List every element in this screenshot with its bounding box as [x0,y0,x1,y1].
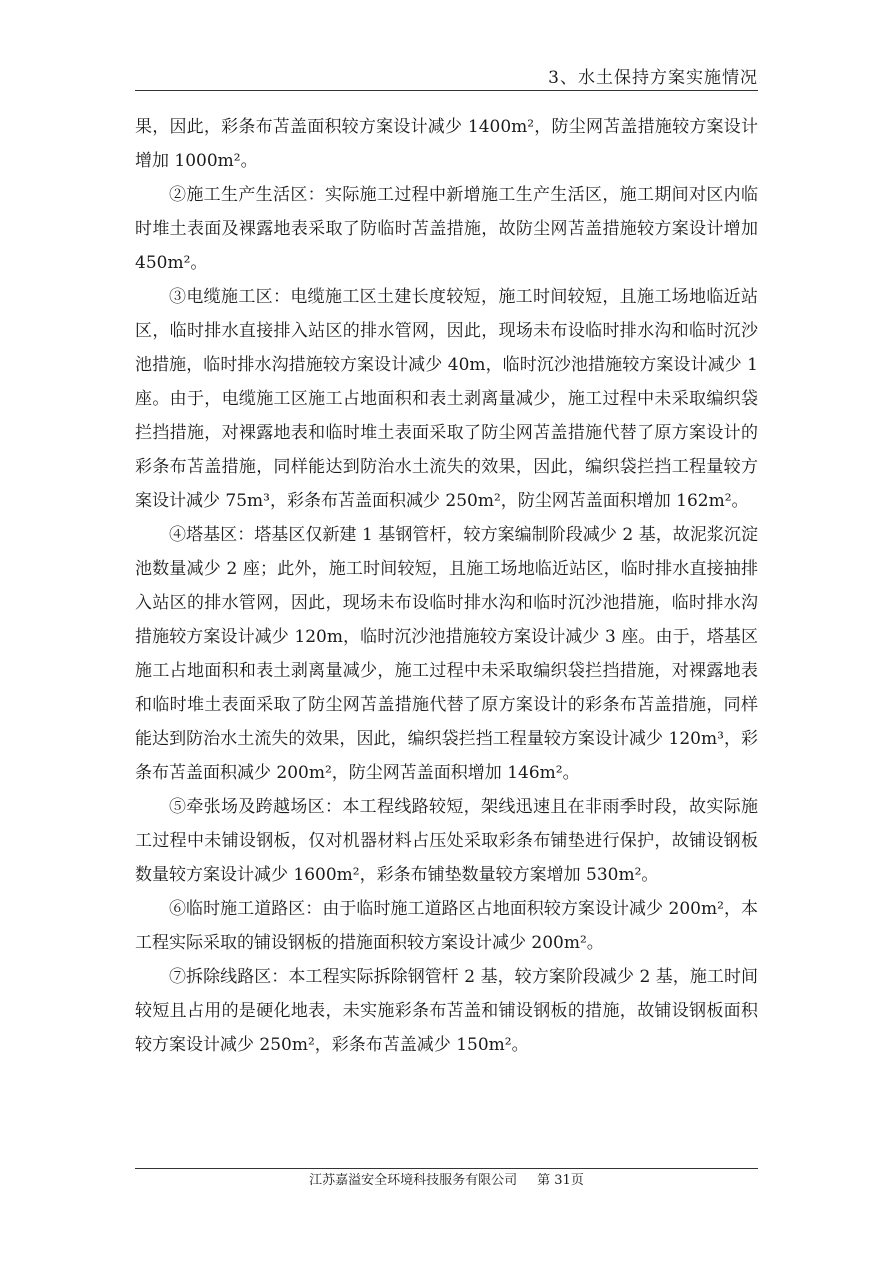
page-header [135,66,758,90]
paragraph-demolition-line-area: ⑦拆除线路区：本工程实际拆除钢管杆 2 基，较方案阶段减少 2 基，施工时间较短且占用的是硬化地表，未实施彩条布苫盖和铺设钢板的措施，故铺设钢板面积较方案设计减少 250m²，彩条布苫盖减少 150m²。 [135,967,758,1055]
paragraph-tower-base-area: ④塔基区：塔基区仅新建 1 基钢管杆，较方案编制阶段减少 2 基，故泥浆沉淀池数量减少 2 座；此外，施工时间较短，且施工场地临近站区，临时排水直接抽排入站区的排水管网，因此，现场未布设临时排水沟和临时沉沙池措施，临时排水沟措施较方案设计减少 120m，临时沉沙池措施较方案设计减少 3 座。由于，塔基区施工占地面积和表土剥离量减少，施工过程中未采取编织袋拦挡措施，对裸露地表和临时堆土表面采取了防尘网苫盖措施代替了原方案设计的彩条布苫盖措施，同样能达到防治水土流失的效果，因此，编织袋拦挡工程量较方案设计减少 120m³，彩条布苫盖面积减少 200m²，防尘网苫盖面积增加 146m²。 [135,525,758,783]
document-body [135,110,758,1062]
paragraph-temporary-road-area: ⑥临时施工道路区：由于临时施工道路区占地面积较方案设计减少 200m²，本工程实际采取的铺设钢板的措施面积较方案设计减少 200m²。 [135,899,758,953]
paragraph-tension-crossing-area: ⑤牵张场及跨越场区：本工程线路较短，架线迅速且在非雨季时段，故实际施工过程中未铺设钢板，仅对机器材料占压处采取彩条布铺垫进行保护，故铺设钢板数量较方案设计减少 1600m²，彩条布铺垫数量较方案增加 530m²。 [135,797,758,885]
page-number: 第 31页 [537,1173,584,1188]
footer-company: 江苏嘉溢安全环境科技服务有限公司 [309,1173,518,1188]
paragraph-construction-living-area: ②施工生产生活区：实际施工过程中新增施工生产生活区，施工期间对区内临时堆土表面及裸露地表采取了防临时苫盖措施，故防尘网苫盖措施较方案设计增加 450m²。 [135,185,758,273]
footer-divider [135,1168,758,1169]
page-footer [135,1172,758,1190]
paragraph-cable-construction-area: ③电缆施工区：电缆施工区土建长度较短，施工时间较短，且施工场地临近站区，临时排水直接排入站区的排水管网，因此，现场未布设临时排水沟和临时沉沙池措施，临时排水沟措施较方案设计减少 40m，临时沉沙池措施较方案设计减少 1 座。由于，电缆施工区施工占地面积和表土剥离量减少，施工过程中未采取编织袋拦挡措施，对裸露地表和临时堆土表面采取了防尘网苫盖措施代替了原方案设计的彩条布苫盖措施，同样能达到防治水土流失的效果，因此，编织袋拦挡工程量较方案设计减少 75m³，彩条布苫盖面积减少 250m²，防尘网苫盖面积增加 162m²。 [135,287,758,511]
paragraph-continuation: 果，因此，彩条布苫盖面积较方案设计减少 1400m²，防尘网苫盖措施较方案设计增加 1000m²。 [135,117,758,171]
section-title: 3、水土保持方案实施情况 [548,68,758,88]
header-divider [135,90,758,91]
